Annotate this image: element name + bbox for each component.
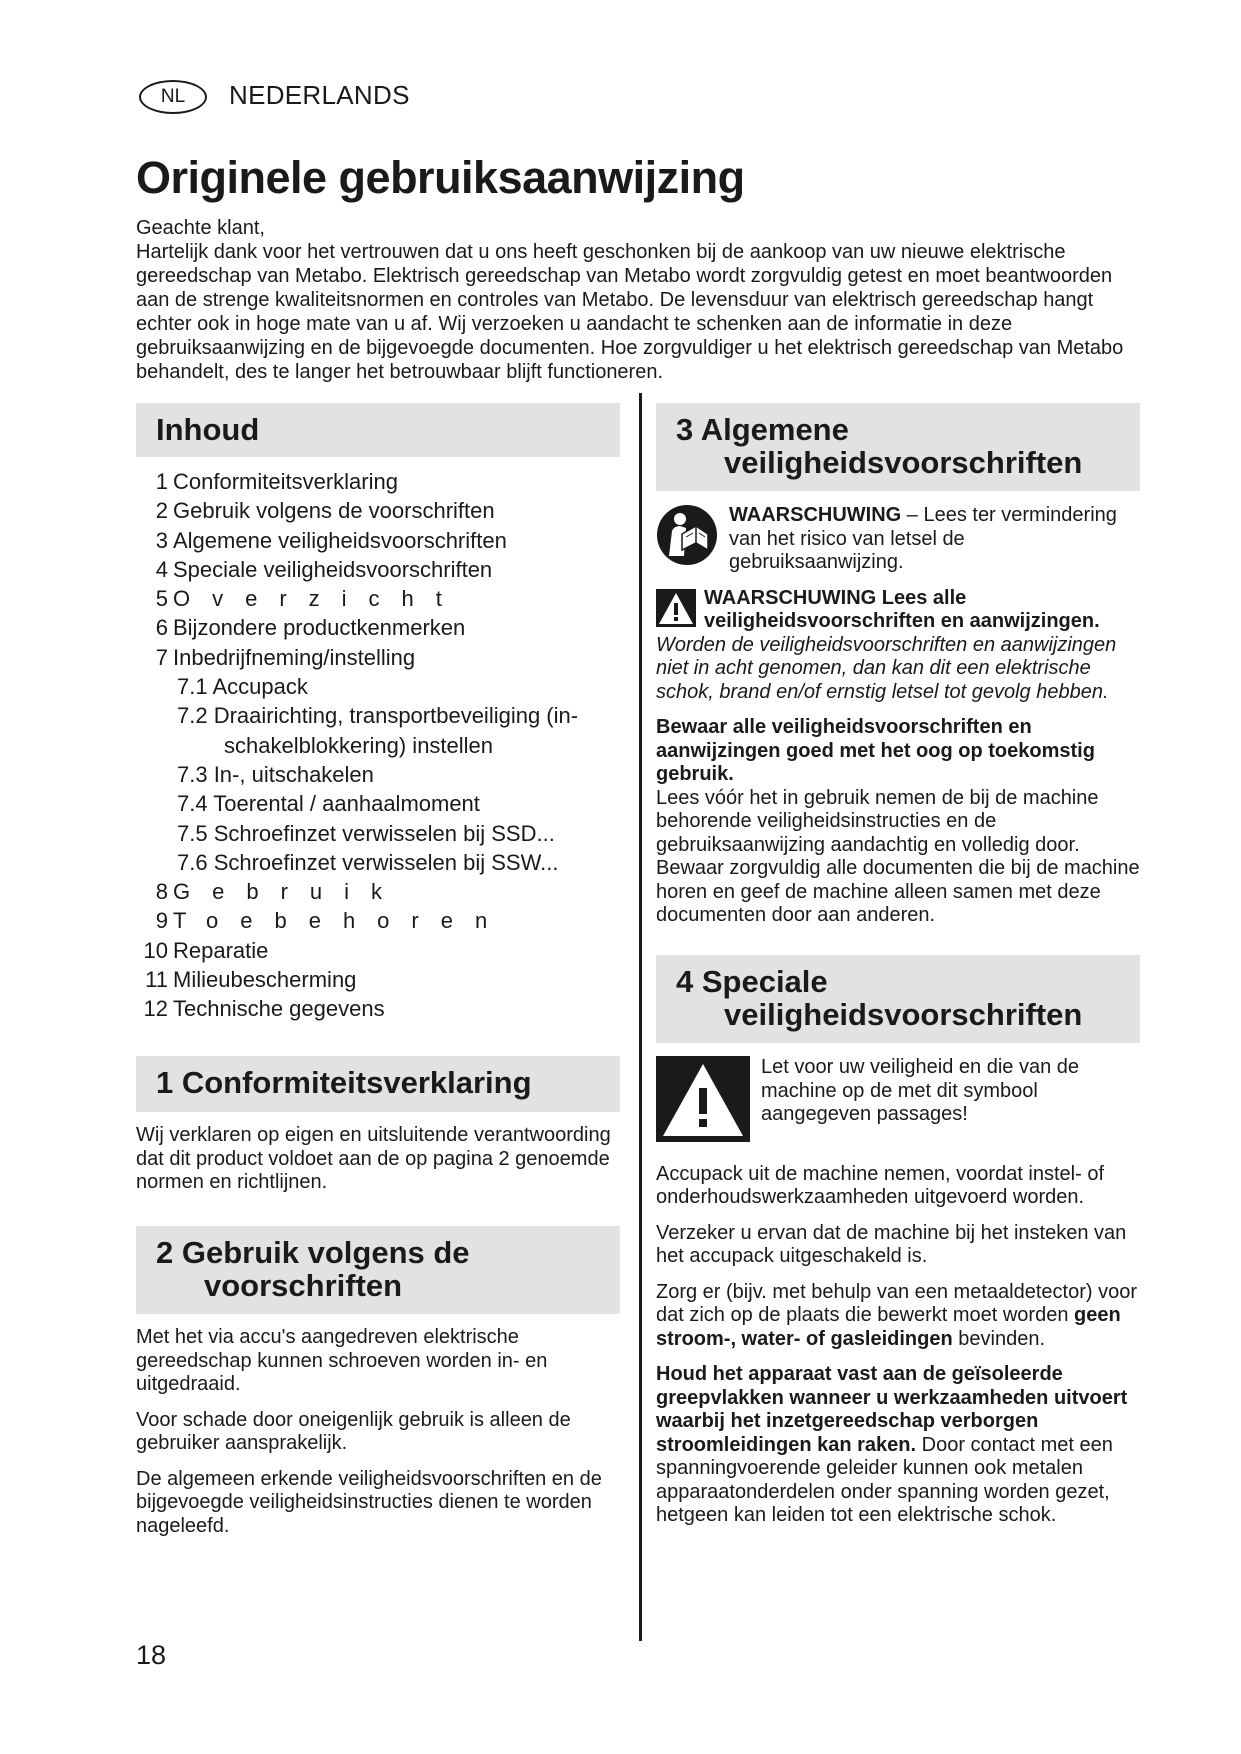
toc-item[interactable]: 4 Speciale veiligheidsvoorschriften	[155, 556, 493, 582]
section-4-body	[656, 1163, 1140, 1528]
warning-read-manual: WAARSCHUWING – Lees ter vermindering van het risico van letsel de gebruiksaanwijzing.	[656, 504, 1140, 575]
toc-item[interactable]: 12 Technische gegevens	[143, 996, 385, 1022]
toc-item[interactable]: 7 Inbedrijfneming/instelling	[155, 644, 416, 670]
section-2-p3: De algemeen erkende veiligheidsvoorschriften en de bijgevoegde veiligheidsinstructies dienen te worden nageleefd.	[136, 1467, 602, 1537]
warning-triangle-large-icon	[656, 1056, 750, 1149]
column-divider	[639, 393, 642, 1641]
section-3-heading: 3 Algemene veiligheidsvoorschriften	[656, 403, 1140, 491]
toc-subitem[interactable]: 7.3 In-, uitschakelen	[177, 761, 374, 787]
warning-read-all: WAARSCHUWING Lees alle veiligheidsvoorschriften en aanwijzingen. Worden de veiligheidsvoorschriften en aanwijzingen niet in acht genomen, dan kan dit een elektrische schok, brand en/of ernstig letsel tot gevolg hebben.	[656, 586, 1117, 703]
section-2-heading: 2 Gebruik volgens de voorschriften	[136, 1226, 620, 1314]
language-badge: NL	[139, 80, 207, 114]
section-4-p3: Zorg er (bijv. met behulp van een metaaldetector) voor dat zich op de plaats die bewerkt moet worden geen stroom-, water- of gasleidingen bevinden.	[656, 1280, 1137, 1350]
toc-subitem[interactable]: 7.5 Schroefinzet verwisselen bij SSD...	[177, 820, 555, 846]
toc-item[interactable]: 10 Reparatie	[143, 937, 269, 963]
section-3	[656, 403, 1140, 928]
section-2-p1: Met het via accu's aangedreven elektrische gereedschap kunnen schroeven worden in- en uitgedraaid.	[136, 1326, 548, 1395]
toc-list	[136, 467, 620, 1024]
section-2	[136, 1226, 620, 1550]
section-2-p2: Voor schade door oneigenlijk gebruik is alleen de gebruiker aansprakelijk.	[136, 1408, 571, 1454]
page-number: 18	[136, 1640, 167, 1670]
read-manual-icon	[656, 504, 718, 573]
section-4-p2: Verzeker u ervan dat de machine bij het insteken van het accupack uitgeschakeld is.	[656, 1221, 1127, 1267]
intro-text: Hartelijk dank voor het vertrouwen dat u ons heeft geschonken bij de aankoop van uw nieuwe elektrische gereedschap van Metabo. Elektrisch gereedschap van Metabo wordt zorgvuldig getest en moet beantwoorden aan de strenge kwaliteitsnormen en controles van Metabo. De levensduur van elektrisch gereedschap hangt echter ook in hoge mate van u af. Wij verzoeken u aandacht te schenken aan de informatie in deze gebruiksaanwijzing en de bijgevoegde documenten. Hoe zorgvuldiger u het elektrisch gereedschap van Metabo behandelt, des te langer het betrouwbaar blijft functioneren.	[136, 241, 1124, 383]
toc-subitem-continuation[interactable]: schakelblokkering) instellen	[224, 732, 494, 758]
toc-subitem[interactable]: 7.4 Toerental / aanhaalmoment	[177, 791, 480, 817]
toc-item[interactable]: 9 Toebehoren	[155, 908, 510, 934]
toc-item[interactable]: 5 Overzicht	[155, 586, 464, 612]
section-1	[136, 1056, 620, 1195]
toc-subitem[interactable]: 7.6 Schroefinzet verwisselen bij SSW...	[177, 849, 559, 875]
toc-section	[136, 403, 620, 1024]
section-1-text: Wij verklaren op eigen en uitsluitende verantwoording dat dit product voldoet aan de op pagina 2 genoemde normen en richtlijnen.	[136, 1124, 611, 1193]
language-name: NEDERLANDS	[229, 80, 410, 110]
section-2-body	[136, 1326, 620, 1538]
toc-item[interactable]: 1 Conformiteitsverklaring	[155, 469, 398, 494]
section-4-heading: 4 Speciale veiligheidsvoorschriften	[656, 955, 1140, 1043]
keep-instructions: Bewaar alle veiligheidsvoorschriften en aanwijzingen goed met het oog op toekomstig gebruik. Lees vóór het in gebruik nemen de bij de machine behorende veiligheidsinstructies en de gebruiksaanwijzing aandachtig en volledig door. Bewaar zorgvuldig alle documenten die bij de machine horen en geef de machine alleen samen met deze documenten door aan anderen.	[656, 716, 1140, 926]
section-4	[656, 955, 1140, 1540]
symbol-note: Let voor uw veiligheid en die van de machine op de met dit symbool aangegeven passages!	[656, 1056, 1140, 1149]
toc-subitem[interactable]: 7.1 Accupack	[177, 674, 308, 700]
toc-heading: Inhoud	[136, 403, 620, 457]
page-title: Originele gebruiksaanwijzing	[136, 152, 745, 203]
toc-item[interactable]: 8 Gebruik	[155, 879, 405, 905]
toc-item[interactable]: 2 Gebruik volgens de voorschriften	[155, 498, 495, 524]
section-1-heading: 1 Conformiteitsverklaring	[136, 1056, 620, 1112]
toc-item[interactable]: 3 Algemene veiligheidsvoorschriften	[155, 527, 507, 553]
section-4-p4: Houd het apparaat vast aan de geïsoleerde greepvlakken wanneer u werkzaamheden uitvoert waarbij het inzetgereedschap verborgen stroomleidingen kan raken. Door contact met een spanningvoerende geleider kunnen ook metalen apparaatonderdelen onder spanning worden gezet, hetgeen kan leiden tot een elektrische schok.	[656, 1363, 1128, 1526]
section-4-p1: Accupack uit de machine nemen, voordat instel- of onderhoudswerkzaamheden uitgevoerd worden.	[656, 1162, 1105, 1208]
warning-triangle-icon	[656, 589, 696, 634]
toc-subitem[interactable]: 7.2 Draairichting, transportbeveiliging (in-	[177, 703, 579, 729]
intro-salutation: Geachte klant,	[136, 217, 265, 239]
intro	[136, 216, 1146, 384]
toc-item[interactable]: 6 Bijzondere productkenmerken	[155, 615, 466, 641]
toc-item[interactable]: 11 Milieubescherming	[145, 967, 357, 993]
